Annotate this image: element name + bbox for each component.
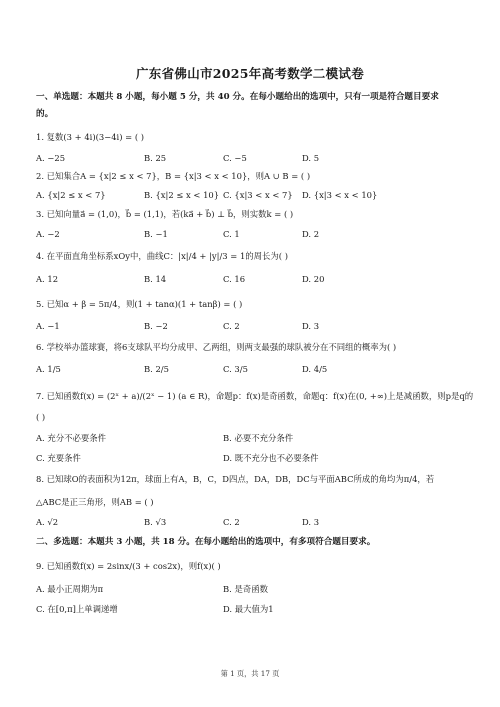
q1-option-b: B. 25 xyxy=(144,153,167,163)
q8-option-d: D. 3 xyxy=(302,517,320,527)
q1-option-d: D. 5 xyxy=(302,153,320,163)
q6-option-b: B. 2/5 xyxy=(144,364,169,374)
q5-option-b: B. −2 xyxy=(144,321,168,331)
question-1-options xyxy=(36,153,468,167)
question-5-stem: 5. 已知α + β = 5π/4，则(1 + tanα)(1 + tanβ) = ( ) xyxy=(36,299,243,309)
q8-option-b: B. √3 xyxy=(144,517,167,527)
q1-option-a: A. −25 xyxy=(36,153,66,163)
q3-option-d: D. 2 xyxy=(302,229,320,239)
question-4-options xyxy=(36,274,468,288)
question-7-options-row2 xyxy=(36,452,468,466)
question-7-options-row1 xyxy=(36,432,468,446)
q5-option-c: C. 2 xyxy=(223,321,240,331)
q4-option-b: B. 14 xyxy=(144,274,167,284)
question-5-options xyxy=(36,321,468,335)
question-4-stem: 4. 在平面直角坐标系xOy中，曲线C：|x|/4 + |y|/3 = 1的周长为( ) xyxy=(36,251,289,261)
question-9-stem: 9. 已知函数f(x) = 2sinx/(3 + cos2x)，则f(x)( ) xyxy=(36,561,221,571)
section-heading-single-choice: 一、单选题：本题共 8 小题，每小题 5 分，共 40 分。在每小题给出的选项中，只有一项是符合题目要求 xyxy=(36,92,439,102)
q9-option-a: A. 最小正周期为π xyxy=(36,584,104,594)
question-9-options-row2 xyxy=(36,603,468,617)
q3-option-b: B. −1 xyxy=(144,229,168,239)
q2-option-c: C. {x|3 < x < 7} xyxy=(223,190,293,200)
q9-option-b: B. 是奇函数 xyxy=(223,584,268,594)
section-heading-single-choice-cont: 的。 xyxy=(36,109,54,119)
q3-option-c: C. 1 xyxy=(223,229,240,239)
question-6-stem: 6. 学校举办篮球赛，将6支球队平均分成甲、乙两组，则两支最强的球队被分在不同组的概率为( ) xyxy=(36,342,397,352)
q5-option-a: A. −1 xyxy=(36,321,60,331)
section-heading-multi-choice: 二、多选题：本题共 3 小题，共 18 分。在每小题给出的选项中，有多项符合题目要求。 xyxy=(36,537,376,547)
page-footer: 第 1 页，共 17 页 xyxy=(220,669,280,678)
q2-option-b: B. {x|2 ≤ x < 10} xyxy=(144,190,220,200)
q7-option-a: A. 充分不必要条件 xyxy=(36,433,106,443)
page-title: 广东省佛山市2025年高考数学二模试卷 xyxy=(136,66,364,81)
q5-option-d: D. 3 xyxy=(302,321,320,331)
q3-option-a: A. −2 xyxy=(36,229,60,239)
q2-option-d: D. {x|3 < x < 10} xyxy=(302,190,378,200)
question-9-options-row1 xyxy=(36,583,468,597)
q6-option-d: D. 4/5 xyxy=(302,364,328,374)
q1-option-c: C. −5 xyxy=(223,153,247,163)
question-6-options xyxy=(36,364,468,378)
q2-option-a: A. {x|2 ≤ x < 7} xyxy=(36,190,106,200)
q7-option-c: C. 充要条件 xyxy=(36,453,81,463)
q8-option-c: C. 2 xyxy=(223,517,240,527)
question-7-stem-cont: ( ) xyxy=(36,412,46,422)
q8-option-a: A. √2 xyxy=(36,517,59,527)
q6-option-c: C. 3/5 xyxy=(223,364,248,374)
q7-option-d: D. 既不充分也不必要条件 xyxy=(223,453,319,463)
question-1-stem: 1. 复数(3 + 4i)(3−4i) = ( ) xyxy=(36,132,145,142)
q4-option-a: A. 12 xyxy=(36,274,59,284)
q4-option-c: C. 16 xyxy=(223,274,246,284)
question-8-options xyxy=(36,517,468,531)
question-8-stem-cont: △ABC是正三角形，则AB = ( ) xyxy=(36,497,154,507)
question-3-options xyxy=(36,229,468,243)
q7-option-b: B. 必要不充分条件 xyxy=(223,433,294,443)
q6-option-a: A. 1/5 xyxy=(36,364,61,374)
question-2-stem: 2. 已知集合A = {x|2 ≤ x < 7}，B = {x|3 < x < 10}，则A ∪ B = ( ) xyxy=(36,171,311,181)
q9-option-c: C. 在[0,π]上单调递增 xyxy=(36,604,118,614)
q4-option-d: D. 20 xyxy=(302,274,325,284)
question-7-stem: 7. 已知函数f(x) = (2ˣ + a)/(2ˣ − 1) (a ∈ R)，命题p：f(x)是奇函数，命题q：f(x)在(0, +∞)上是减函数，则p是q的 xyxy=(36,391,474,401)
q9-option-d: D. 最大值为1 xyxy=(223,604,274,614)
question-8-stem: 8. 已知球O的表面积为12π，球面上有A，B，C，D四点，DA，DB，DC与平面ABC所成的角均为π/4，若 xyxy=(36,474,435,484)
question-2-options xyxy=(36,190,468,204)
question-3-stem: 3. 已知向量a⃗ = (1,0)，b⃗ = (1,1)，若(ka⃗ + b⃗) ⊥ b⃗，则实数k = ( ) xyxy=(36,209,294,219)
